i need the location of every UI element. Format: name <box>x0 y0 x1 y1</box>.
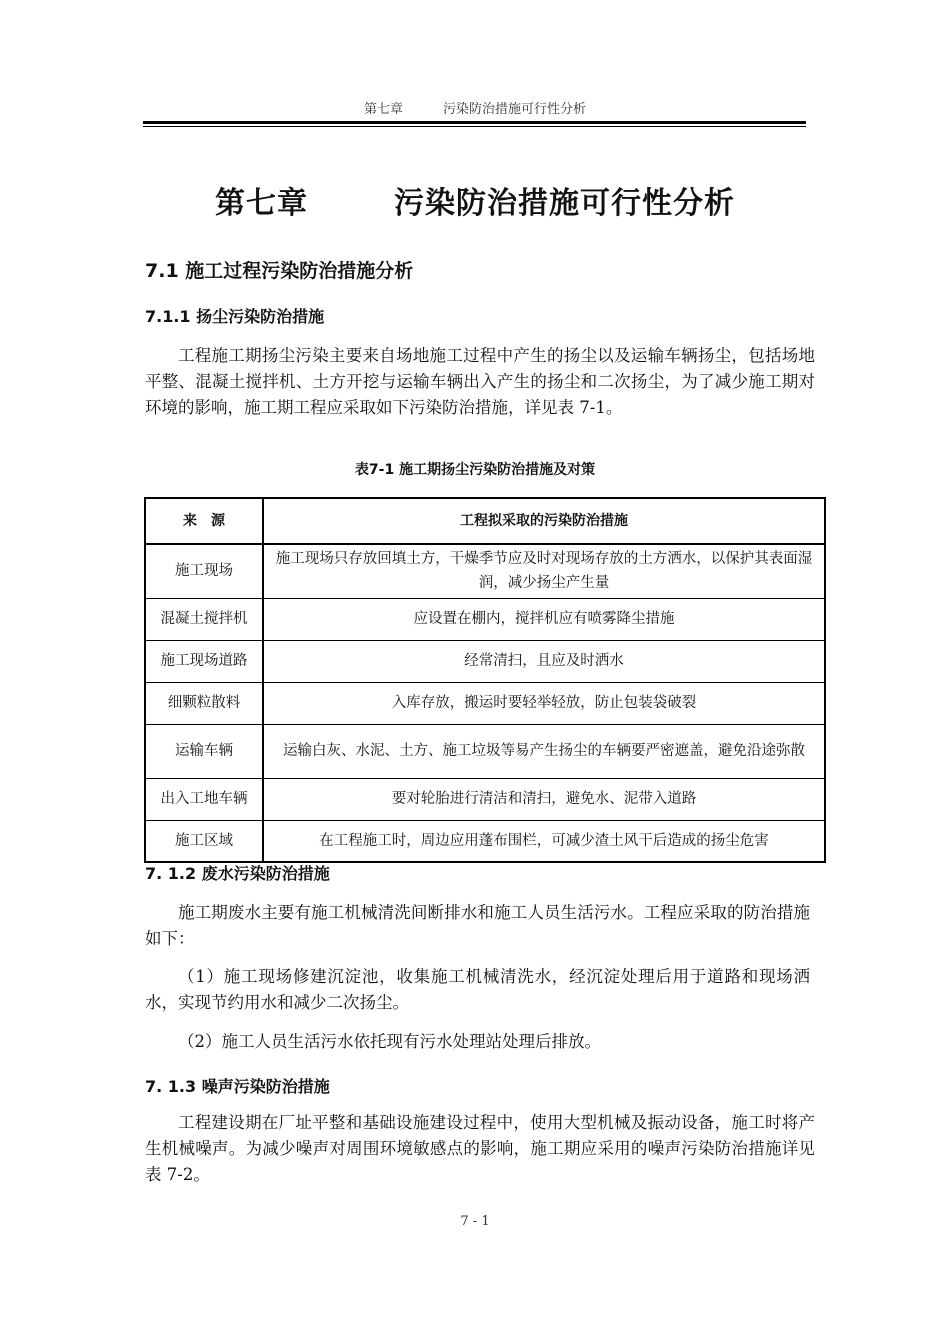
section-heading-7-1-2: 7. 1.2 废水污染防治措施 <box>145 864 330 883</box>
table-header-source: 来 源 <box>145 498 263 544</box>
chapter-name: 污染防治措施可行性分析 <box>394 186 735 221</box>
chapter-number: 第七章 <box>215 186 308 221</box>
table-cell-source: 细颗粒散料 <box>145 682 263 724</box>
table-header-row <box>145 498 825 544</box>
table-cell-measure: 在工程施工时，周边应用蓬布围栏，可减少渣土风干后造成的扬尘危害 <box>263 820 825 862</box>
table-cell-measure: 要对轮胎进行清洁和清扫，避免水、泥带入道路 <box>263 778 825 820</box>
table-cell-source: 运输车辆 <box>145 724 263 778</box>
table-caption: 表7-1 施工期扬尘污染防治措施及对策 <box>354 462 596 478</box>
table-row <box>145 682 825 724</box>
paragraph-noise: 工程建设期在厂址平整和基础设施建设过程中，使用大型机械及振动设备，施工时将产生机械噪声。为减少噪声对周围环境敏感点的影响，施工期应采用的噪声污染防治措施详见表 7-2。 <box>145 1113 815 1184</box>
table-row <box>145 640 825 682</box>
table-cell-source: 出入工地车辆 <box>145 778 263 820</box>
table-cell-measure: 运输白灰、水泥、土方、施工垃圾等易产生扬尘的车辆要严密遮盖，避免沿途弥散 <box>263 724 825 778</box>
table-cell-measure: 经常清扫，且应及时洒水 <box>263 640 825 682</box>
table-cell-source: 施工现场道路 <box>145 640 263 682</box>
table-row <box>145 724 825 778</box>
header-rule-thin <box>143 126 806 127</box>
table-cell-source: 混凝土搅拌机 <box>145 598 263 640</box>
table-row <box>145 544 825 598</box>
table-cell-measure: 入库存放，搬运时要轻举轻放，防止包装袋破裂 <box>263 682 825 724</box>
paragraph-dust: 工程施工期扬尘污染主要来自场地施工过程中产生的扬尘以及运输车辆扬尘，包括场地平整、混凝土搅拌机、土方开挖与运输车辆出入产生的扬尘和二次扬尘，为了减少施工期对环境的影响，施工期工程应采取如下污染防治措施，详见表 7-1。 <box>145 346 815 417</box>
running-header-chapter: 第七章 <box>363 102 403 117</box>
table-cell-measure: 施工现场只存放回填土方，干燥季节应及时对现场存放的土方洒水，以保护其表面湿润，减少扬尘产生量 <box>263 544 825 598</box>
running-header-title: 污染防治措施可行性分析 <box>443 102 587 117</box>
section-heading-7-1-1: 7.1.1 扬尘污染防治措施 <box>145 307 325 326</box>
paragraph-wastewater: 施工期废水主要有施工机械清洗间断排水和施工人员生活污水。工程应采取的防治措施如下： <box>145 903 810 948</box>
dust-measures-table <box>144 497 826 863</box>
wastewater-item-2: （2）施工人员生活污水依托现有污水处理站处理后排放。 <box>178 1032 601 1051</box>
section-heading-7-1: 7.1 施工过程污染防治措施分析 <box>145 260 414 282</box>
table-cell-source: 施工现场 <box>145 544 263 598</box>
table-row <box>145 778 825 820</box>
table-header-measure: 工程拟采取的污染防治措施 <box>263 498 825 544</box>
table-cell-measure: 应设置在棚内，搅拌机应有喷雾降尘措施 <box>263 598 825 640</box>
section-heading-7-1-3: 7. 1.3 噪声污染防治措施 <box>145 1077 330 1096</box>
table-cell-source: 施工区域 <box>145 820 263 862</box>
table-row <box>145 598 825 640</box>
running-header <box>0 98 950 117</box>
table-row <box>145 820 825 862</box>
wastewater-item-1: （1）施工现场修建沉淀池，收集施工机械清洗水，经沉淀处理后用于道路和现场洒水，实现节约用水和减少二次扬尘。 <box>145 967 810 1012</box>
page-number: 7 - 1 <box>460 1214 490 1229</box>
chapter-title <box>0 178 950 222</box>
header-rule-thick <box>143 121 806 124</box>
